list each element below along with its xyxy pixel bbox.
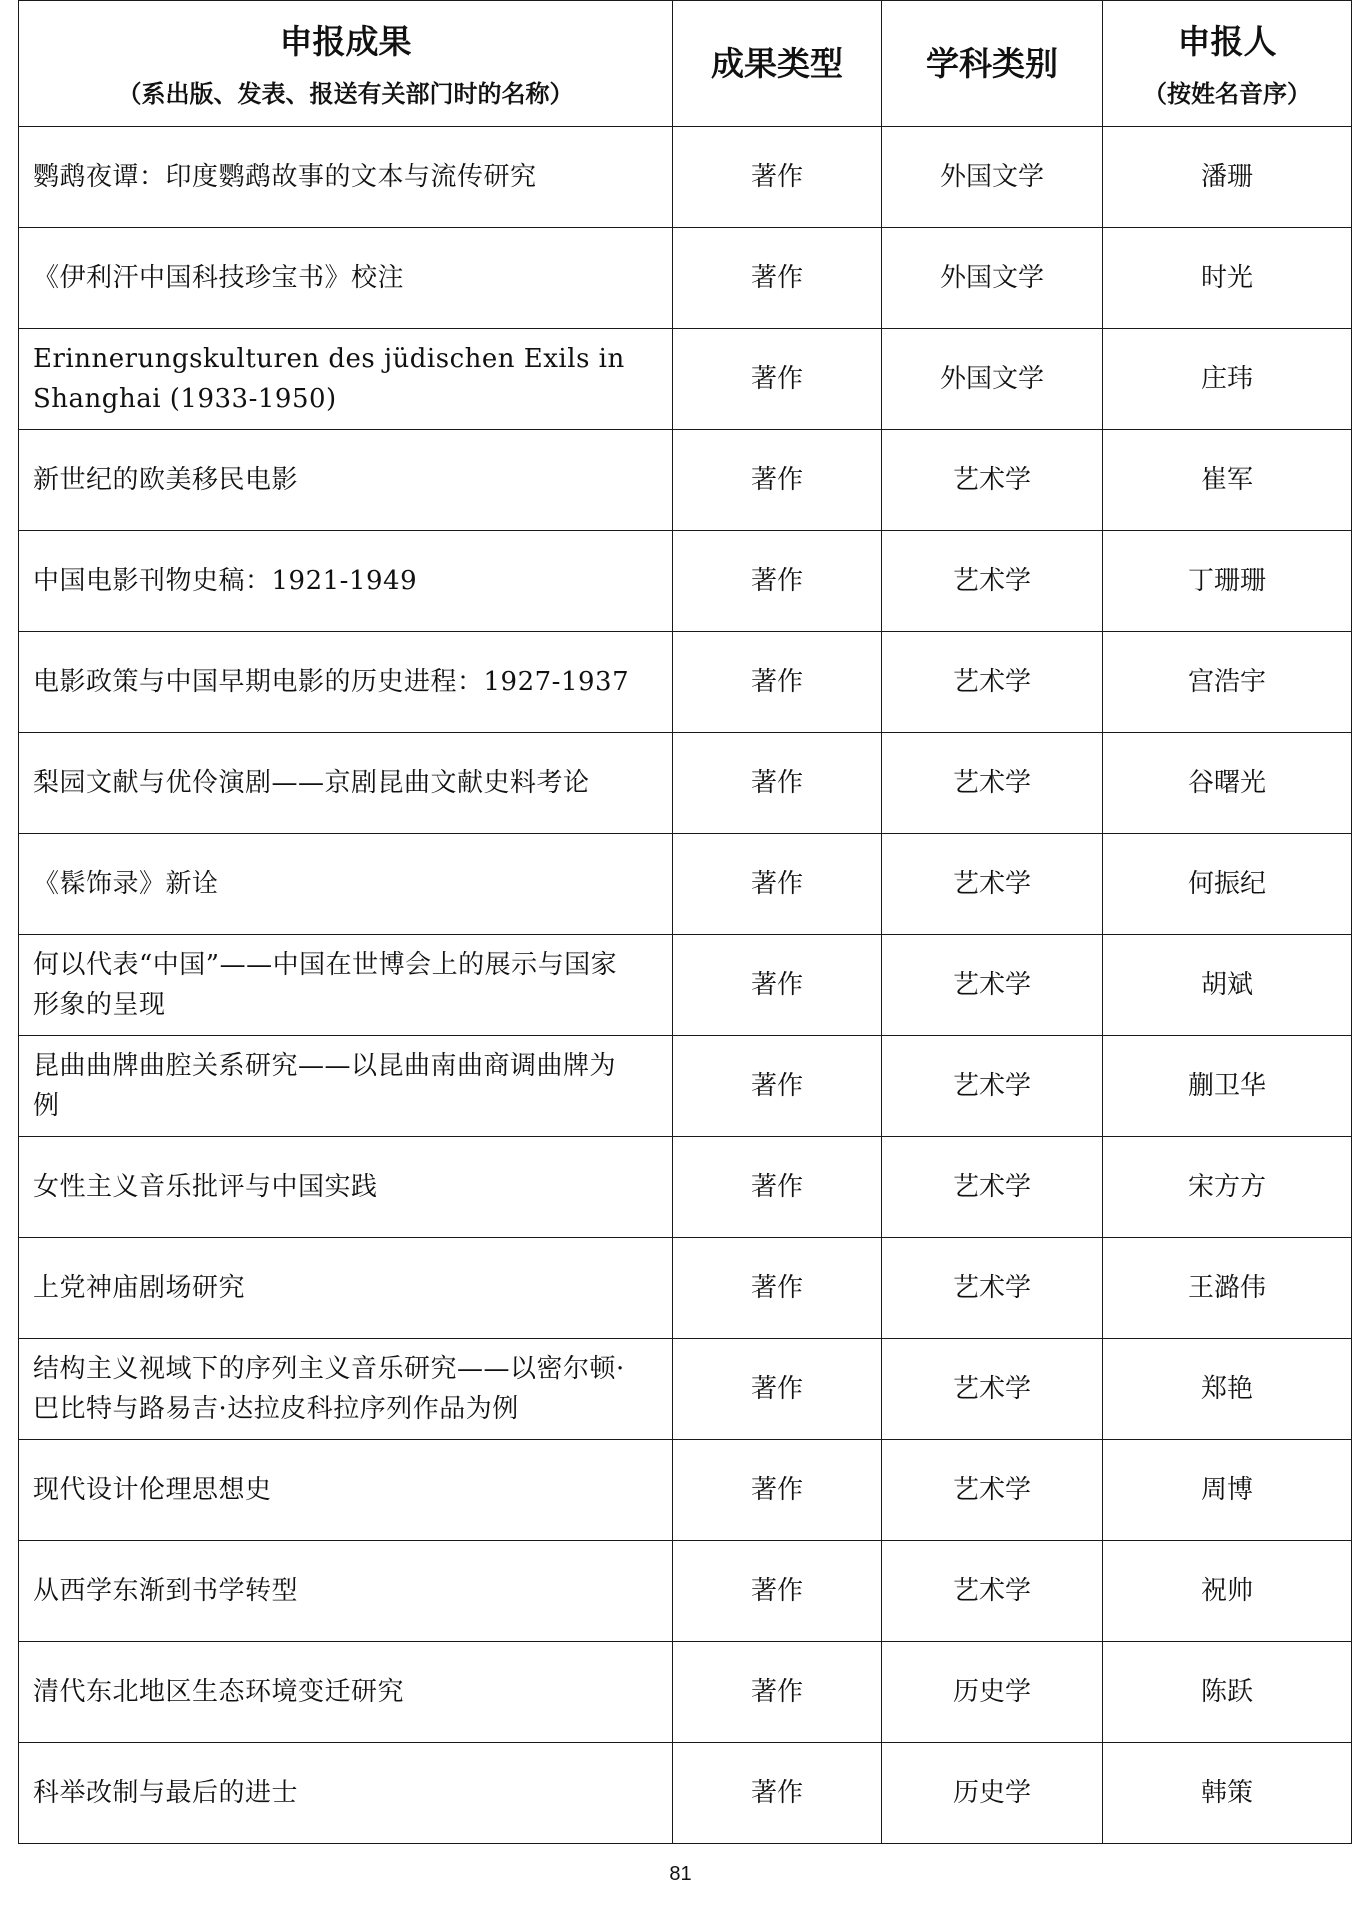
cell-type: 著作 — [673, 430, 882, 531]
cell-type: 著作 — [673, 329, 882, 430]
cell-title: 女性主义音乐批评与中国实践 — [19, 1137, 673, 1238]
page-number: 81 — [669, 1863, 692, 1885]
table-row — [19, 1642, 1352, 1743]
cell-title: 《伊利汗中国科技珍宝书》校注 — [19, 228, 673, 329]
cell-title: 上党神庙剧场研究 — [19, 1238, 673, 1339]
table-row — [19, 430, 1352, 531]
cell-type: 著作 — [673, 228, 882, 329]
cell-applicant: 谷曙光 — [1103, 733, 1352, 834]
table-row — [19, 733, 1352, 834]
table-body — [19, 127, 1352, 1844]
header-applicant — [1103, 1, 1352, 127]
cell-discipline: 艺术学 — [882, 1440, 1103, 1541]
table-row — [19, 834, 1352, 935]
table-row — [19, 935, 1352, 1036]
cell-discipline: 艺术学 — [882, 430, 1103, 531]
results-table — [18, 0, 1352, 1844]
cell-applicant: 胡斌 — [1103, 935, 1352, 1036]
cell-applicant: 宋方方 — [1103, 1137, 1352, 1238]
cell-title: 昆曲曲牌曲腔关系研究——以昆曲南曲商调曲牌为例 — [19, 1036, 673, 1137]
cell-type: 著作 — [673, 935, 882, 1036]
cell-applicant: 何振纪 — [1103, 834, 1352, 935]
cell-applicant: 潘珊 — [1103, 127, 1352, 228]
cell-discipline: 历史学 — [882, 1642, 1103, 1743]
cell-discipline: 艺术学 — [882, 935, 1103, 1036]
cell-title: 从西学东渐到书学转型 — [19, 1541, 673, 1642]
header-achievement-title: 申报成果 — [279, 21, 412, 61]
table-row — [19, 1743, 1352, 1844]
cell-type: 著作 — [673, 834, 882, 935]
cell-discipline: 外国文学 — [882, 228, 1103, 329]
cell-applicant: 时光 — [1103, 228, 1352, 329]
cell-type: 著作 — [673, 1238, 882, 1339]
cell-type: 著作 — [673, 531, 882, 632]
table-row — [19, 1541, 1352, 1642]
cell-discipline: 艺术学 — [882, 1339, 1103, 1440]
cell-type: 著作 — [673, 1642, 882, 1743]
cell-type: 著作 — [673, 1036, 882, 1137]
table-header — [19, 1, 1352, 127]
cell-type: 著作 — [673, 1743, 882, 1844]
cell-title: Erinnerungskulturen des jüdischen Exils in Shanghai (1933-1950) — [19, 329, 673, 430]
header-achievement — [19, 1, 673, 127]
cell-discipline: 外国文学 — [882, 329, 1103, 430]
header-discipline — [882, 1, 1103, 127]
cell-type: 著作 — [673, 127, 882, 228]
cell-type: 著作 — [673, 1541, 882, 1642]
table-row — [19, 127, 1352, 228]
cell-title: 新世纪的欧美移民电影 — [19, 430, 673, 531]
cell-discipline: 外国文学 — [882, 127, 1103, 228]
cell-type: 著作 — [673, 733, 882, 834]
table-row — [19, 632, 1352, 733]
table-row — [19, 1137, 1352, 1238]
cell-title: 清代东北地区生态环境变迁研究 — [19, 1642, 673, 1743]
cell-discipline: 艺术学 — [882, 1036, 1103, 1137]
header-achievement-note: （系出版、发表、报送有关部门时的名称） — [117, 79, 574, 108]
cell-discipline: 历史学 — [882, 1743, 1103, 1844]
table-row — [19, 1238, 1352, 1339]
cell-applicant: 宫浩宇 — [1103, 632, 1352, 733]
cell-applicant: 庄玮 — [1103, 329, 1352, 430]
cell-applicant: 陈跃 — [1103, 1642, 1352, 1743]
cell-applicant: 丁珊珊 — [1103, 531, 1352, 632]
cell-discipline: 艺术学 — [882, 834, 1103, 935]
cell-type: 著作 — [673, 1339, 882, 1440]
cell-discipline: 艺术学 — [882, 1137, 1103, 1238]
cell-discipline: 艺术学 — [882, 531, 1103, 632]
header-type-label: 成果类型 — [711, 43, 843, 83]
header-applicant-note: （按姓名音序） — [1143, 79, 1311, 108]
cell-applicant: 崔军 — [1103, 430, 1352, 531]
cell-title: 结构主义视域下的序列主义音乐研究——以密尔顿·巴比特与路易吉·达拉皮科拉序列作品为例 — [19, 1339, 673, 1440]
cell-applicant: 郑艳 — [1103, 1339, 1352, 1440]
cell-applicant: 周博 — [1103, 1440, 1352, 1541]
cell-discipline: 艺术学 — [882, 733, 1103, 834]
cell-title: 中国电影刊物史稿：1921-1949 — [19, 531, 673, 632]
table-row — [19, 531, 1352, 632]
cell-title: 鹦鹉夜谭：印度鹦鹉故事的文本与流传研究 — [19, 127, 673, 228]
cell-discipline: 艺术学 — [882, 1238, 1103, 1339]
cell-type: 著作 — [673, 632, 882, 733]
table-row — [19, 329, 1352, 430]
cell-discipline: 艺术学 — [882, 1541, 1103, 1642]
header-row — [19, 1, 1352, 127]
cell-title: 电影政策与中国早期电影的历史进程：1927-1937 — [19, 632, 673, 733]
results-table-container — [18, 0, 1352, 1844]
cell-title: 《髹饰录》新诠 — [19, 834, 673, 935]
cell-discipline: 艺术学 — [882, 632, 1103, 733]
header-discipline-label: 学科类别 — [926, 43, 1058, 83]
cell-type: 著作 — [673, 1137, 882, 1238]
table-row — [19, 1339, 1352, 1440]
table-row — [19, 1036, 1352, 1137]
cell-title: 现代设计伦理思想史 — [19, 1440, 673, 1541]
table-row — [19, 1440, 1352, 1541]
cell-title: 梨园文献与优伶演剧——京剧昆曲文献史料考论 — [19, 733, 673, 834]
cell-type: 著作 — [673, 1440, 882, 1541]
cell-applicant: 祝帅 — [1103, 1541, 1352, 1642]
cell-applicant: 蒯卫华 — [1103, 1036, 1352, 1137]
cell-applicant: 韩策 — [1103, 1743, 1352, 1844]
table-row — [19, 228, 1352, 329]
header-applicant-title: 申报人 — [1177, 21, 1277, 61]
header-type — [673, 1, 882, 127]
cell-applicant: 王潞伟 — [1103, 1238, 1352, 1339]
cell-title: 何以代表“中国”——中国在世博会上的展示与国家形象的呈现 — [19, 935, 673, 1036]
cell-title: 科举改制与最后的进士 — [19, 1743, 673, 1844]
